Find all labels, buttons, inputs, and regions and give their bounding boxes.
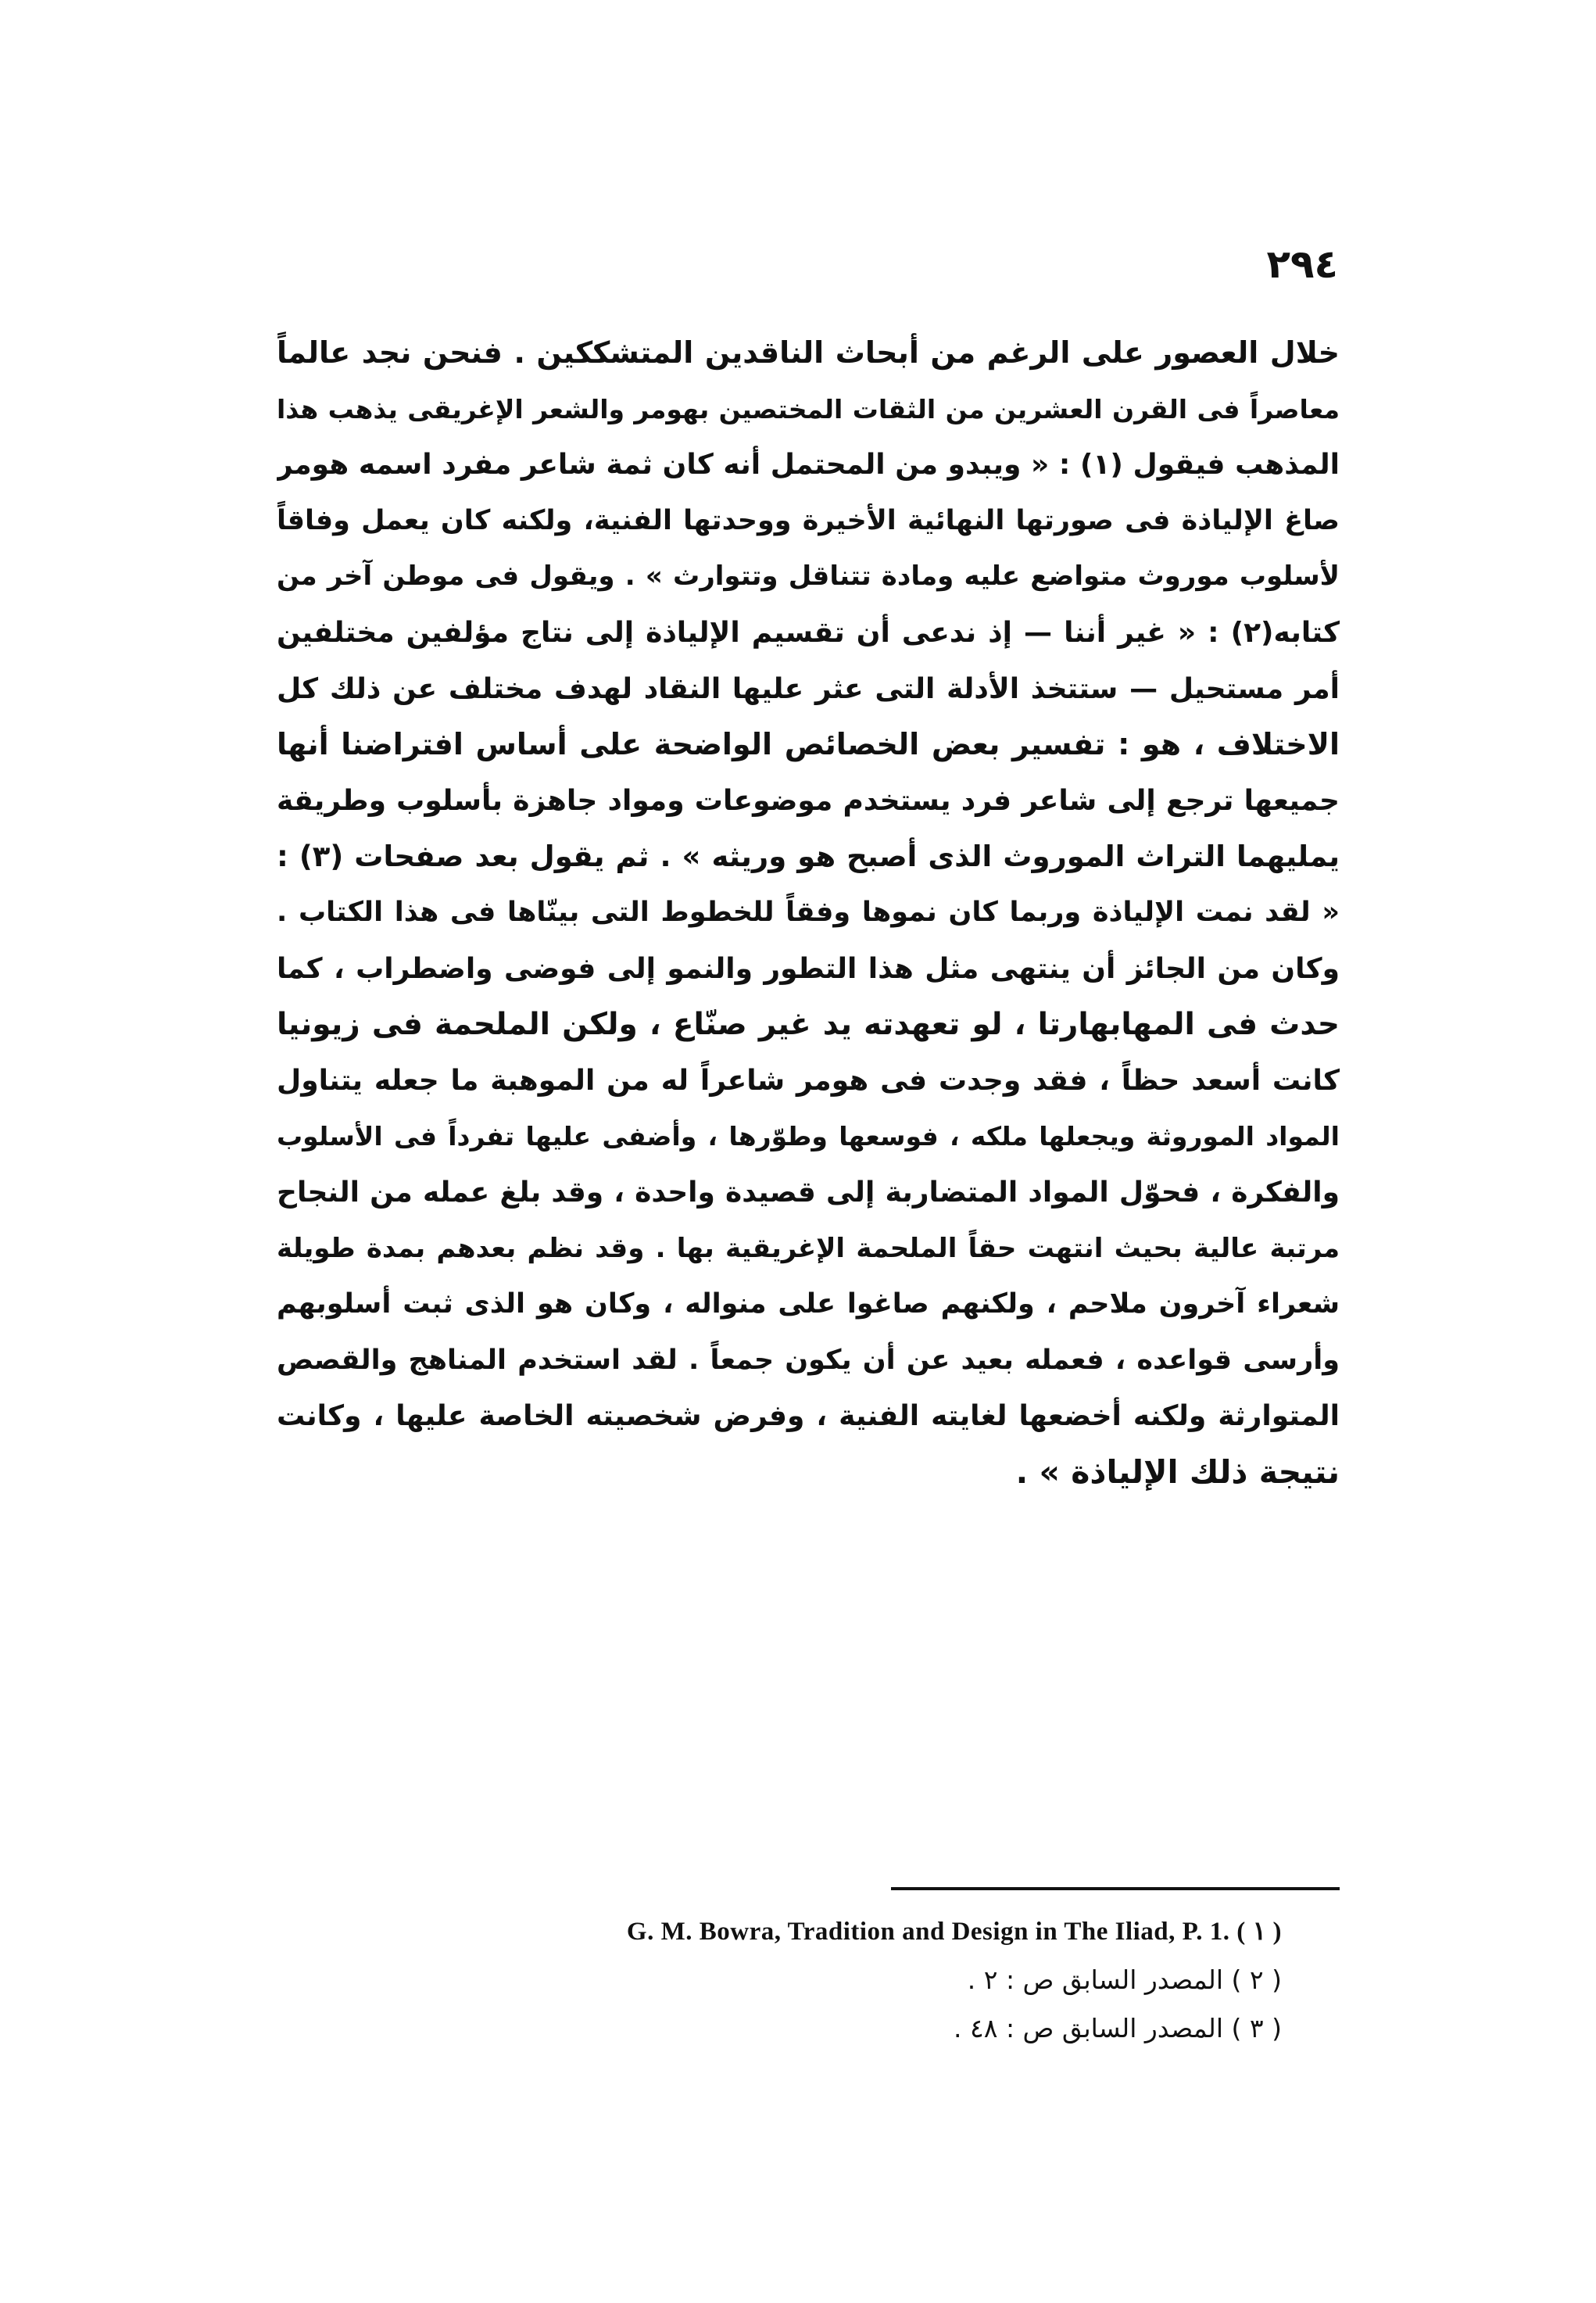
body-line: كتابه(٢) : « غير أننا — إذ ندعى أن تقسيم الإلياذة إلى نتاج مؤلفين مختلفين bbox=[277, 616, 1340, 649]
body-line: لأسلوب موروث متواضع عليه ومادة تتناقل وتتوارث » . ويقول فى موطن آخر من bbox=[277, 561, 1340, 593]
body-line: أمر مستحيل — ستتخذ الأدلة التى عثر عليها النقاد لهدف مختلف عن ذلك كل bbox=[277, 672, 1340, 705]
footnotes bbox=[438, 1907, 1282, 2053]
body-line: يمليهما التراث الموروث الذى أصبح هو وريثه » . ثم يقول بعد صفحات (٣) : bbox=[277, 840, 1340, 874]
body-line: المتوارثة ولكنه أخضعها لغايته الفنية ، وفرض شخصيته الخاصة عليها ، وكانت bbox=[277, 1400, 1340, 1433]
body-line: وأرسى قواعده ، فعمله بعيد عن أن يكون جمعاً . لقد استخدم المناهج والقصص bbox=[277, 1344, 1340, 1376]
body-text bbox=[277, 325, 1340, 1500]
footnote: G. M. Bowra, Tradition and Design in The Iliad, P. 1. ( ١ ) bbox=[626, 1918, 1282, 1946]
body-line: وكان من الجائز أن ينتهى مثل هذا التطور والنمو إلى فوضى واضطراب ، كما bbox=[277, 952, 1340, 985]
body-line: والفكرة ، فحوّل المواد المتضاربة إلى قصيدة واحدة ، وقد بلغ عمله من النجاح bbox=[277, 1176, 1340, 1209]
body-line: كانت أسعد حظاً ، فقد وجدت فى هومر شاعراً له من الموهبة ما جعله يتناول bbox=[277, 1064, 1340, 1097]
body-line: معاصراً فى القرن العشرين من الثقات المختصين بهومر والشعر الإغريقى يذهب هذا bbox=[277, 393, 1340, 424]
page-number: ٢٩٤ bbox=[1266, 242, 1338, 287]
body-line: المذهب فيقول (١) : « ويبدو من المحتمل أنه كان ثمة شاعر مفرد اسمه هومر bbox=[277, 449, 1340, 482]
footnote-divider bbox=[891, 1887, 1340, 1890]
footnote: ( ٣ ) المصدر السابق ص : ٤٨ . bbox=[954, 2013, 1282, 2043]
body-line: خلال العصور على الرغم من أبحاث الناقدين المتشككين . فنحن نجد عالماً bbox=[277, 335, 1340, 370]
footnote: ( ٢ ) المصدر السابق ص : ٢ . bbox=[967, 1965, 1282, 1995]
body-line: نتيجة ذلك الإلياذة » . bbox=[1015, 1452, 1340, 1491]
body-line: مرتبة عالية بحيث انتهت حقاً الملحمة الإغريقية بها . وقد نظم بعدهم بمدة طويلة bbox=[277, 1232, 1340, 1264]
body-line: حدث فى المهابهارتا ، لو تعهدته يد غير صنّاع ، ولكن الملحمة فى زيونيا bbox=[277, 1007, 1340, 1043]
body-line: شعراء آخرون ملاحم ، ولكنهم صاغوا على منواله ، وكان هو الذى ثبت أسلوبهم bbox=[277, 1288, 1340, 1320]
body-line: « لقد نمت الإلياذة وربما كان نموها وفقاً للخطوط التى بينّاها فى هذا الكتاب . bbox=[277, 896, 1340, 928]
body-line: جميعها ترجع إلى شاعر فرد يستخدم موضوعات ومواد جاهزة بأسلوب وطريقة bbox=[277, 784, 1340, 817]
body-line: الاختلاف ، هو : تفسير بعض الخصائص الواضحة على أساس افتراضنا أنها bbox=[277, 727, 1340, 762]
body-line: صاغ الإلياذة فى صورتها النهائية الأخيرة ووحدتها الفنية، ولكنه كان يعمل وفاقاً bbox=[277, 504, 1340, 536]
body-line: المواد الموروثة ويجعلها ملكه ، فوسعها وطوّرها ، وأضفى عليها تفرداً فى الأسلوب bbox=[277, 1121, 1340, 1152]
